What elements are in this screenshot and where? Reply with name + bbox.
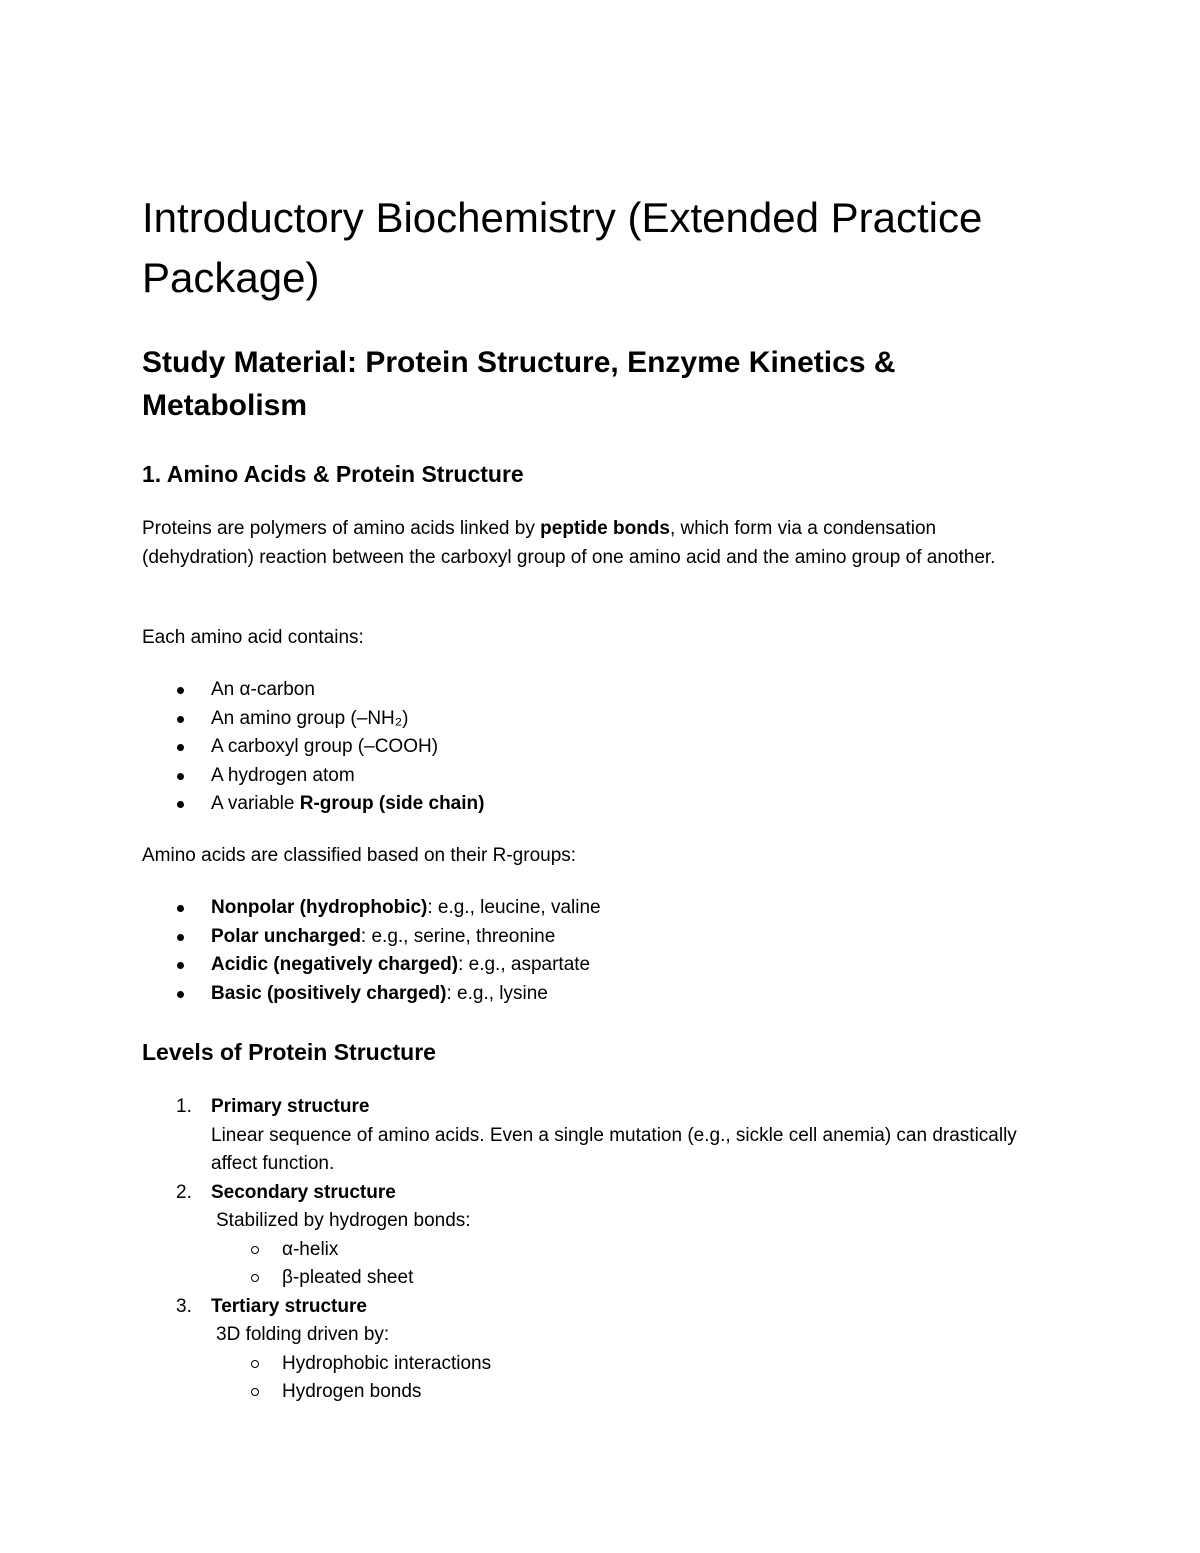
sub-list-item bbox=[211, 1264, 1062, 1293]
list-item bbox=[142, 923, 601, 952]
bullet-icon bbox=[177, 716, 184, 723]
list-item bbox=[142, 705, 484, 734]
intro-text-after: , which form via a condensation (dehydration) reaction between the carboxyl group of one amino acid and the amino group of another. bbox=[142, 518, 996, 568]
sub-list-item bbox=[211, 1236, 1062, 1265]
hollow-bullet-icon bbox=[251, 1274, 259, 1282]
bullet-icon bbox=[177, 744, 184, 751]
list-item bbox=[142, 790, 484, 819]
list-item-text: : e.g., lysine bbox=[446, 982, 548, 1004]
document-subtitle: Study Material: Protein Structure, Enzyme Kinetics & Metabolism bbox=[142, 346, 896, 422]
level-number: 1. bbox=[176, 1096, 192, 1117]
bullet-icon bbox=[177, 934, 184, 941]
list-item bbox=[142, 733, 484, 762]
bullet-icon bbox=[177, 773, 184, 780]
section-heading-levels: Levels of Protein Structure bbox=[142, 1039, 436, 1065]
level-item-secondary bbox=[142, 1179, 1062, 1293]
document-title: Introductory Biochemistry (Extended Practice Package) bbox=[142, 194, 983, 301]
sub-list bbox=[211, 1236, 1062, 1293]
bullet-icon bbox=[177, 991, 184, 998]
list-item-text: An α-carbon bbox=[211, 679, 315, 700]
level-title: Primary structure bbox=[211, 1096, 370, 1117]
level-item-tertiary bbox=[142, 1293, 1062, 1407]
list-item-text: An amino group (–NH₂) bbox=[211, 707, 409, 729]
list-item-bold: R-group (side chain) bbox=[299, 793, 485, 814]
level-item-primary bbox=[142, 1093, 1062, 1179]
level-title: Secondary structure bbox=[211, 1181, 396, 1203]
list-item-bold: Basic (positively charged) bbox=[211, 982, 447, 1004]
bullet-icon bbox=[177, 905, 184, 912]
list-item bbox=[142, 676, 484, 705]
classes-list bbox=[142, 894, 601, 1008]
hollow-bullet-icon bbox=[251, 1388, 259, 1396]
section-heading-amino-acids: 1. Amino Acids & Protein Structure bbox=[142, 461, 524, 487]
sub-list-item-text: Hydrogen bonds bbox=[282, 1381, 422, 1402]
list-item-bold: Acidic (negatively charged) bbox=[211, 954, 459, 975]
level-description: Stabilized by hydrogen bonds: bbox=[216, 1210, 471, 1231]
components-list bbox=[142, 676, 484, 819]
level-description: 3D folding driven by: bbox=[216, 1324, 390, 1345]
hollow-bullet-icon bbox=[251, 1246, 259, 1254]
list-item bbox=[142, 980, 601, 1009]
sub-list bbox=[211, 1350, 1062, 1407]
list-item-text: : e.g., leucine, valine bbox=[427, 897, 601, 918]
sub-list-item-text: α-helix bbox=[282, 1238, 339, 1260]
levels-list bbox=[142, 1093, 1062, 1407]
level-number: 2. bbox=[176, 1181, 192, 1203]
classified-label: Amino acids are classified based on their R-groups: bbox=[142, 845, 577, 866]
list-item-text: A variable bbox=[211, 793, 300, 814]
list-item-text: : e.g., serine, threonine bbox=[360, 925, 556, 947]
list-item bbox=[142, 951, 601, 980]
sub-list-item bbox=[211, 1378, 1062, 1407]
level-title: Tertiary structure bbox=[211, 1295, 367, 1317]
level-number: 3. bbox=[176, 1295, 192, 1317]
list-item-text: A hydrogen atom bbox=[211, 764, 355, 786]
bullet-icon bbox=[177, 687, 184, 694]
list-item bbox=[142, 762, 484, 791]
list-item-text: A carboxyl group (–COOH) bbox=[211, 736, 439, 757]
list-item-text: : e.g., aspartate bbox=[458, 954, 591, 975]
intro-paragraph bbox=[142, 515, 1047, 572]
sub-list-item-text: β-pleated sheet bbox=[282, 1267, 414, 1288]
intro-text-bold: peptide bonds bbox=[540, 518, 670, 539]
level-description: Linear sequence of amino acids. Even a single mutation (e.g., sickle cell anemia) can drastically affect function. bbox=[211, 1124, 1017, 1174]
bullet-icon bbox=[177, 801, 184, 808]
sub-list-item bbox=[211, 1350, 1062, 1379]
contains-label: Each amino acid contains: bbox=[142, 627, 364, 648]
list-item bbox=[142, 894, 601, 923]
bullet-icon bbox=[177, 962, 184, 969]
intro-text-before: Proteins are polymers of amino acids linked by bbox=[142, 518, 541, 539]
hollow-bullet-icon bbox=[251, 1360, 259, 1368]
list-item-bold: Polar uncharged bbox=[211, 925, 361, 947]
sub-list-item-text: Hydrophobic interactions bbox=[282, 1352, 492, 1374]
list-item-bold: Nonpolar (hydrophobic) bbox=[211, 897, 428, 918]
